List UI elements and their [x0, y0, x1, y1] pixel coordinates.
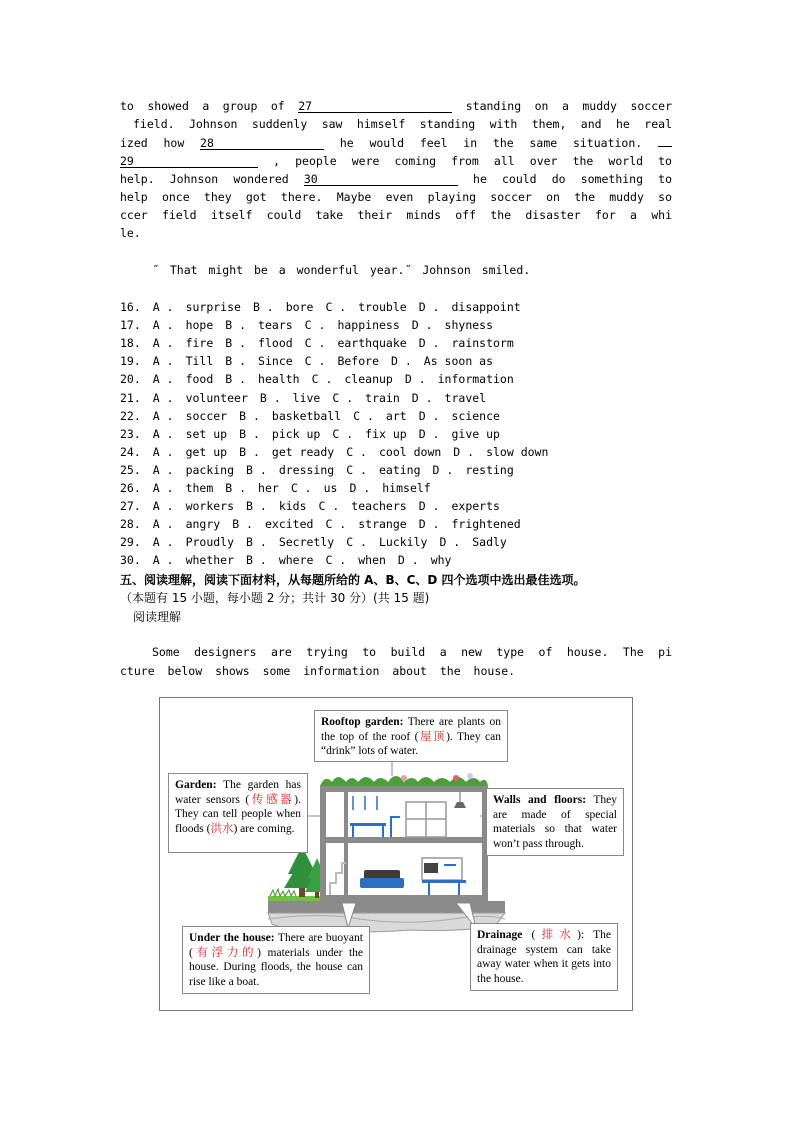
- option-letter-a: A .: [152, 372, 174, 387]
- option-d: information: [437, 372, 514, 387]
- option-letter-d: D .: [439, 535, 461, 550]
- option-a: hope: [185, 318, 214, 333]
- option-letter-d: D .: [418, 517, 440, 532]
- passage-text: help. Johnson wondered: [120, 172, 289, 186]
- option-letter-a: A .: [152, 354, 174, 369]
- option-b: where: [278, 553, 314, 568]
- option-row: [120, 535, 519, 549]
- option-d: experts: [451, 499, 500, 514]
- callout-text: The garden has water sensors (: [175, 779, 301, 806]
- question-number: 30.: [120, 553, 141, 568]
- option-c: Luckily: [378, 535, 428, 550]
- passage-line-1: [120, 99, 672, 113]
- option-b: dressing: [278, 462, 335, 477]
- option-a: soccer: [185, 408, 228, 423]
- option-b: flood: [258, 336, 293, 351]
- option-letter-a: A .: [152, 444, 174, 459]
- option-b: excited: [264, 517, 314, 532]
- option-letter-b: B .: [239, 444, 260, 459]
- callout-drainage: [470, 923, 618, 991]
- blank-trailing: [658, 146, 672, 147]
- option-letter-d: D .: [453, 444, 475, 459]
- question-number: 23.: [120, 426, 141, 441]
- option-c: when: [358, 553, 386, 568]
- option-b: pick up: [271, 426, 321, 441]
- option-letter-a: A .: [152, 318, 174, 333]
- option-letter-c: C .: [346, 535, 367, 550]
- option-c: fix up: [365, 426, 407, 441]
- option-letter-b: B .: [225, 336, 247, 351]
- option-d: resting: [465, 462, 514, 477]
- option-row: [120, 463, 526, 477]
- callout-text: ) materials under the house. During floods, the house can rise like a boat.: [189, 946, 363, 988]
- option-letter-b: B .: [239, 426, 260, 441]
- option-d: himself: [382, 481, 431, 495]
- option-c: teachers: [351, 499, 407, 514]
- closing-quote: ˝ That might be a wonderful year.˝ Johnson smiled.: [152, 263, 531, 277]
- question-number: 28.: [120, 517, 141, 532]
- option-letter-c: C .: [325, 553, 347, 568]
- option-a: set up: [185, 426, 228, 441]
- option-letter-d: D .: [411, 318, 433, 333]
- option-letter-b: B .: [252, 300, 274, 314]
- passage-line-7: ccer field itself could take their minds off the disaster for a whi: [120, 208, 672, 222]
- passage-line-3: [120, 136, 672, 150]
- callout-under-house: [182, 926, 370, 994]
- callout-text: ) are coming.: [233, 822, 295, 835]
- option-letter-c: C .: [346, 462, 367, 477]
- option-a: whether: [185, 553, 235, 568]
- option-letter-c: C .: [325, 300, 347, 314]
- option-b: Since: [258, 354, 293, 369]
- option-a: workers: [185, 499, 235, 514]
- blank-27: 27: [298, 100, 452, 113]
- option-letter-d: D .: [418, 336, 440, 351]
- option-d: rainstorm: [451, 336, 514, 351]
- option-letter-b: B .: [225, 372, 247, 387]
- option-b: Secretly: [278, 535, 335, 550]
- option-letter-a: A .: [152, 553, 174, 568]
- option-letter-d: D .: [418, 408, 440, 423]
- option-letter-c: C .: [332, 390, 354, 405]
- option-c: cool down: [378, 444, 442, 459]
- callout-label: Walls and floors:: [493, 794, 587, 806]
- blank-30: 30: [304, 173, 458, 186]
- option-letter-b: B .: [246, 535, 267, 550]
- callout-text: ). They can “drink” lots of water.: [321, 730, 501, 757]
- option-d: slow down: [486, 444, 549, 459]
- passage-line-2: field. Johnson suddenly saw himself standing with them, and he real: [133, 117, 672, 131]
- callout-chinese: 传感器: [249, 793, 295, 806]
- option-letter-a: A .: [152, 426, 174, 441]
- passage-line-8: le.: [120, 226, 141, 240]
- option-d: shyness: [444, 318, 494, 333]
- intro-line-1: Some designers are trying to build a new type of house. The pi: [152, 645, 672, 659]
- passage-line-6: help once they got there. Maybe even playing soccer on the muddy so: [120, 190, 672, 204]
- section-subheading: 阅读理解: [133, 610, 182, 624]
- question-number: 18.: [120, 336, 141, 351]
- option-b: health: [258, 372, 300, 387]
- option-row: [120, 336, 526, 350]
- option-d: travel: [444, 390, 487, 405]
- callout-text: There are buoyant (: [189, 932, 363, 959]
- option-c: us: [323, 481, 338, 495]
- option-row: [120, 427, 512, 441]
- callout-chinese: 排水: [535, 929, 578, 941]
- option-b: tears: [258, 318, 293, 333]
- option-letter-b: B .: [225, 354, 247, 369]
- question-number: 16.: [120, 300, 141, 314]
- option-c: strange: [358, 517, 407, 532]
- option-letter-d: D .: [349, 481, 371, 495]
- question-number: 17.: [120, 318, 141, 333]
- option-letter-a: A .: [152, 300, 174, 314]
- callout-label: Garden:: [175, 779, 217, 791]
- passage-text: standing on a muddy soccer: [465, 99, 672, 113]
- option-letter-d: D .: [404, 372, 426, 387]
- section-note: （本题有 15 小题，每小题 2 分；共计 30 分）(共 15 题): [120, 591, 430, 605]
- passage-text: , people were coming from all over the world to: [273, 154, 672, 168]
- option-d: Sadly: [472, 535, 507, 550]
- question-number: 20.: [120, 372, 141, 387]
- option-a: Proudly: [185, 535, 235, 550]
- option-letter-b: B .: [232, 517, 253, 532]
- option-c: trouble: [358, 300, 407, 314]
- option-letter-a: A .: [152, 481, 174, 495]
- option-a: volunteer: [185, 390, 248, 405]
- callout-text: ): The drainage system can take away water when it gets into the house.: [477, 929, 611, 985]
- option-c: happiness: [337, 318, 400, 333]
- question-number: 26.: [120, 481, 141, 495]
- option-letter-a: A .: [152, 517, 174, 532]
- passage-text: he would feel in the same situation.: [339, 136, 643, 150]
- option-d: disappoint: [451, 300, 521, 314]
- option-letter-b: B .: [225, 318, 247, 333]
- question-number: 22.: [120, 408, 141, 423]
- option-a: get up: [185, 444, 228, 459]
- option-row: [120, 300, 533, 314]
- option-letter-c: C .: [304, 336, 326, 351]
- callout-text: ). They can tell people when floods (: [175, 793, 301, 835]
- option-letter-d: D .: [418, 300, 440, 314]
- passage-text: to showed a group of: [120, 99, 285, 113]
- question-number: 21.: [120, 390, 141, 405]
- option-letter-c: C .: [318, 499, 340, 514]
- option-c: earthquake: [337, 336, 407, 351]
- option-d: why: [430, 553, 452, 568]
- callout-chinese: 洪水: [210, 822, 234, 835]
- option-letter-a: A .: [152, 390, 174, 405]
- option-row: [120, 354, 505, 368]
- option-a: fire: [185, 336, 214, 351]
- option-letter-b: B .: [239, 408, 260, 423]
- callout-label: Rooftop garden:: [321, 716, 404, 728]
- callout-chinese: 屋顶: [418, 730, 447, 743]
- intro-line-2: cture below shows some information about the house.: [120, 664, 516, 678]
- passage-text: ized how: [120, 136, 185, 150]
- option-b: live: [292, 390, 321, 405]
- callout-label: Under the house:: [189, 932, 275, 944]
- option-d: frightened: [451, 517, 521, 532]
- option-c: cleanup: [344, 372, 393, 387]
- question-number: 29.: [120, 535, 141, 550]
- blank-28: 28: [200, 137, 324, 150]
- option-c: Before: [337, 354, 379, 369]
- option-d: give up: [451, 426, 500, 441]
- question-number: 19.: [120, 354, 141, 369]
- option-a: them: [185, 481, 214, 495]
- option-b: bore: [285, 300, 314, 314]
- option-row: [120, 499, 512, 513]
- option-a: packing: [185, 462, 235, 477]
- callout-rooftop-garden: [314, 710, 508, 762]
- passage-text: he could do something to: [473, 172, 672, 186]
- option-letter-a: A .: [152, 462, 174, 477]
- passage-line-4: [120, 154, 672, 168]
- callout-chinese: 有浮力的: [192, 946, 258, 959]
- callout-text: (: [522, 929, 536, 941]
- option-letter-b: B .: [246, 499, 267, 514]
- option-b: kids: [278, 499, 307, 514]
- option-letter-c: C .: [290, 481, 312, 495]
- option-row: [120, 481, 443, 495]
- passage-line-5: [120, 172, 672, 186]
- option-d: As soon as: [423, 354, 494, 369]
- option-a: food: [185, 372, 214, 387]
- option-row: [120, 318, 505, 332]
- option-letter-d: D .: [432, 462, 454, 477]
- option-letter-b: B .: [259, 390, 281, 405]
- option-letter-b: B .: [246, 462, 267, 477]
- callout-text: They are made of special materials so that water won’t pass through.: [493, 794, 617, 850]
- option-a: surprise: [185, 300, 241, 314]
- callout-walls-floors: [486, 788, 624, 856]
- option-letter-c: C .: [311, 372, 333, 387]
- option-letter-d: D .: [391, 354, 412, 369]
- option-b: get ready: [271, 444, 335, 459]
- option-b: her: [258, 481, 279, 495]
- option-row: [120, 391, 498, 405]
- option-d: science: [451, 408, 500, 423]
- option-letter-c: C .: [346, 444, 367, 459]
- option-letter-c: C .: [304, 318, 326, 333]
- callout-text: There are plants on the top of the roof (: [321, 716, 501, 743]
- option-letter-c: C .: [304, 354, 326, 369]
- option-letter-d: D .: [418, 499, 440, 514]
- option-letter-d: D .: [411, 390, 433, 405]
- option-a: angry: [185, 517, 221, 532]
- option-letter-a: A .: [152, 499, 174, 514]
- house-figure: [159, 697, 633, 1011]
- option-letter-c: C .: [325, 517, 347, 532]
- option-row: [120, 553, 463, 567]
- callout-garden: [168, 773, 308, 853]
- question-number: 25.: [120, 462, 141, 477]
- option-letter-d: D .: [418, 426, 440, 441]
- option-letter-a: A .: [152, 336, 174, 351]
- option-row: [120, 409, 512, 423]
- option-row: [120, 372, 526, 386]
- option-letter-b: B .: [246, 553, 267, 568]
- option-row: [120, 445, 560, 459]
- option-letter-a: A .: [152, 408, 174, 423]
- blank-29: 29: [120, 155, 258, 168]
- option-letter-c: C .: [332, 426, 354, 441]
- question-number: 24.: [120, 444, 141, 459]
- option-row: [120, 517, 533, 531]
- option-letter-d: D .: [397, 553, 419, 568]
- option-c: train: [365, 390, 400, 405]
- option-a: Till: [185, 354, 214, 369]
- option-letter-b: B .: [225, 481, 247, 495]
- option-c: art: [385, 408, 407, 423]
- option-letter-c: C .: [353, 408, 374, 423]
- question-number: 27.: [120, 499, 141, 514]
- section-title: 五、阅读理解，阅读下面材料，从每题所给的 A、B、C、D 四个选项中选出最佳选项。: [120, 573, 586, 587]
- option-letter-a: A .: [152, 535, 174, 550]
- option-b: basketball: [271, 408, 342, 423]
- option-c: eating: [378, 462, 421, 477]
- callout-label: Drainage: [477, 929, 523, 941]
